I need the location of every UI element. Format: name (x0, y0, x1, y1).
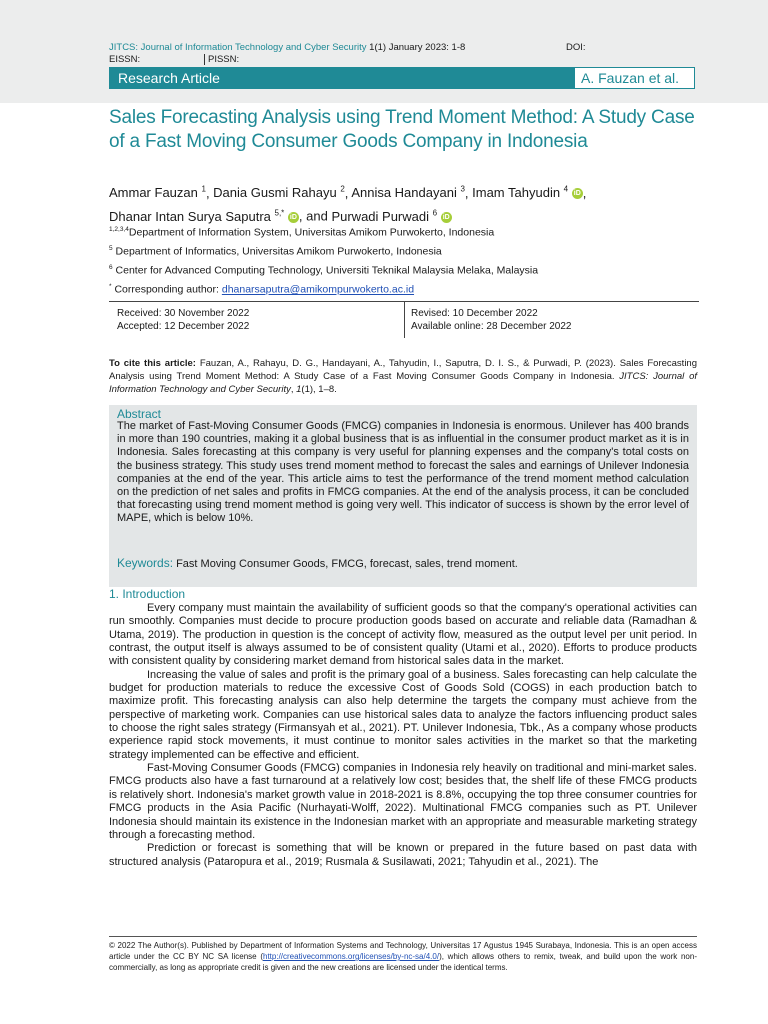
affiliation: $^{1,2,3,4}$Department of Information System, Universitas Amikom Purwokerto, Indonesia (109, 226, 495, 239)
paragraph: Fast-Moving Consumer Goods (FMCG) companies in Indonesia rely heavily on traditional and mini-market sales. FMCG products also have a fast turnaround at a relatively low cost; besides that, the shelf life of these FMCG products is relatively short. Indonesia's market growth value in 2018-2021 is 8.8%, occupying the top three consumer countries for FMCG products in the Asia Pacific (Nurhayati-Wolff, 2022). Multinational FMCG companies such as PT. Unilever Indonesia should maintain its existence in the Indonesian market with an appropriate and measurable marketing strategy through a forecasting method. (109, 762, 697, 841)
article-dates (109, 301, 699, 338)
author-name: Dhanar Intan Surya Saputra $^{5,*}$ (109, 208, 285, 224)
author-name: Ammar Fauzan $^1$ (109, 185, 206, 201)
received-date: Received: 30 November 2022 (117, 308, 250, 319)
author-name: Annisa Handayani $^3$ (351, 185, 465, 201)
journal-issue: 1(1) January 2023: 1-8 (366, 42, 466, 53)
revised-date: Revised: 10 December 2022 (411, 308, 538, 319)
license-link[interactable]: http://creativecommons.org/licenses/by-nc-sa/4.0/ (263, 952, 440, 961)
author-name: Purwadi Purwadi $^6$ (331, 208, 438, 224)
short-author: A. Fauzan et al. (574, 68, 694, 88)
orcid-icon[interactable]: iD (442, 213, 450, 221)
corresponding-author: * Corresponding author: dhanarsaputra@amikompurwokerto.ac.id (109, 283, 415, 296)
keywords-label: Keywords: (117, 556, 174, 570)
affiliations (109, 222, 699, 298)
orcid-icon[interactable]: iD (289, 213, 297, 221)
keywords-text: Fast Moving Consumer Goods, FMCG, forecast, sales, trend moment. (173, 558, 518, 570)
affiliation: $^5$ Department of Informatics, Universitas Amikom Purwokerto, Indonesia (109, 245, 442, 258)
paper-title: Sales Forecasting Analysis using Trend Moment Method: A Study Case of a Fast Moving Consumer Goods Company in Indonesia (109, 107, 695, 152)
affiliation: $^6$ Center for Advanced Computing Technology, Universiti Teknikal Malaysia Melaka, Malaysia (109, 264, 539, 277)
orcid-icon[interactable]: iD (573, 190, 581, 198)
eissn-label: EISSN: (109, 54, 141, 65)
doi-label: DOI: (566, 42, 586, 53)
article-type-bar (109, 67, 695, 89)
license-footer: © 2022 The Author(s). Published by Department of Information Systems and Technology, Universitas 17 Agustus 1945 Surabaya, Indonesia. This is an open access article under the CC BY NC SA license (http://creativecommons.org/licenses/by-nc-sa/4.0/), which allows others to remix, tweak, and build upon the work non-commercially, as long as appropriate credit is given and the new creations are licensed under the identical terms. (109, 936, 697, 973)
issn-line (109, 54, 240, 65)
corresponding-email-link[interactable]: dhanarsaputra@amikompurwokerto.ac.id (221, 283, 415, 296)
abstract-heading: Abstract (117, 407, 162, 421)
keywords (117, 556, 689, 571)
author-list: Ammar Fauzan $^1$, Dania Gusmi Rahayu $^2$, Annisa Handayani $^3$, Imam Tahyudin $^4$ iD , Dhanar Intan Surya Saputra $^{5,*}$ iD , and Purwadi Purwadi $^6$ iD (109, 185, 587, 224)
author-name: Dania Gusmi Rahayu $^2$ (213, 185, 345, 201)
author-name: Imam Tahyudin $^4$ (472, 185, 569, 201)
introduction-body (109, 602, 697, 869)
paragraph: Prediction or forecast is something that will be known or prepared in the future based on past data with structured analysis (Pataropura et al., 2019; Rusmala & Susilawati, 2021; Tahyudin et al., 2021). The (109, 842, 697, 868)
paragraph: Every company must maintain the availability of sufficient goods so that the company's operational activities can run smoothly. Companies must decide to procure production goods based on accurate and reliable data (Ramadhan & Utama, 2019). The production in question is the concept of activity flow, measured as the output level per unit period. In contrast, the output itself is always assumed to be of consistent quality (Utami et al., 2020). Efforts to produce products with consistent quality by considering market demand from historical sales data in the market. (109, 602, 697, 668)
accepted-date: Accepted: 12 December 2022 (117, 321, 250, 332)
journal-line (109, 42, 669, 53)
paragraph: Increasing the value of sales and profit is the primary goal of a business. Sales forecasting can help calculate the budget for production materials to reduce the excessive Cost of Goods Sold (COGS) in each production batch to maximize profit. This forecasting analysis can also help determine the targets the company must achieve from the perspective of marketing work. Companies can use historical sales data to analyze the factors influencing product sales to choose the right sales strategy (Firmansyah et al., 2021). PT. Unilever Indonesia, Tbk., As a company whose products experience rapid stock movements, it must continue to monitor sales activities in the market so that the marketing strategy implemented can be effective and efficient. (109, 668, 697, 761)
section-heading-introduction: 1. Introduction (109, 587, 186, 601)
abstract-text: The market of Fast-Moving Consumer Goods (FMCG) companies in Indonesia is enormous. Unilever has 400 brands in more than 190 countries, making it a global business that is as influential in the consumer product market as it is in Indonesia. Sales forecasting at this company is very useful for planning expenses and the company's total costs on the business strategy. This study uses trend moment method to forecast the sales and earnings of Unilever Indonesia companies at the end of the year. This article aims to test the performance of the trend moment method calculation on the prediction of net sales and profits in FMCG companies. At the end of the analysis process, it can be concluded that forecasting using trend moment method is going very well. This indicator of success is shown by the error level of MAPE, which is below 10%. (117, 420, 689, 525)
online-date: Available online: 28 December 2022 (411, 321, 572, 332)
citation: To cite this article: Fauzan, A., Rahayu, D. G., Handayani, A., Tahyudin, I., Saputra, D. I. S., & Purwadi, P. (2023). Sales Forecasting Analysis using Trend Moment Method: A Study Case of a Fast Moving Consumer Goods Company in Indonesia. JITCS: Journal of Information Technology and Cyber Security, 1(1), 1–8. (109, 358, 697, 395)
article-type: Research Article (110, 68, 411, 88)
pissn-label: PISSN: (204, 54, 239, 65)
journal-name[interactable]: JITCS: Journal of Information Technology and Cyber Security (109, 42, 367, 53)
